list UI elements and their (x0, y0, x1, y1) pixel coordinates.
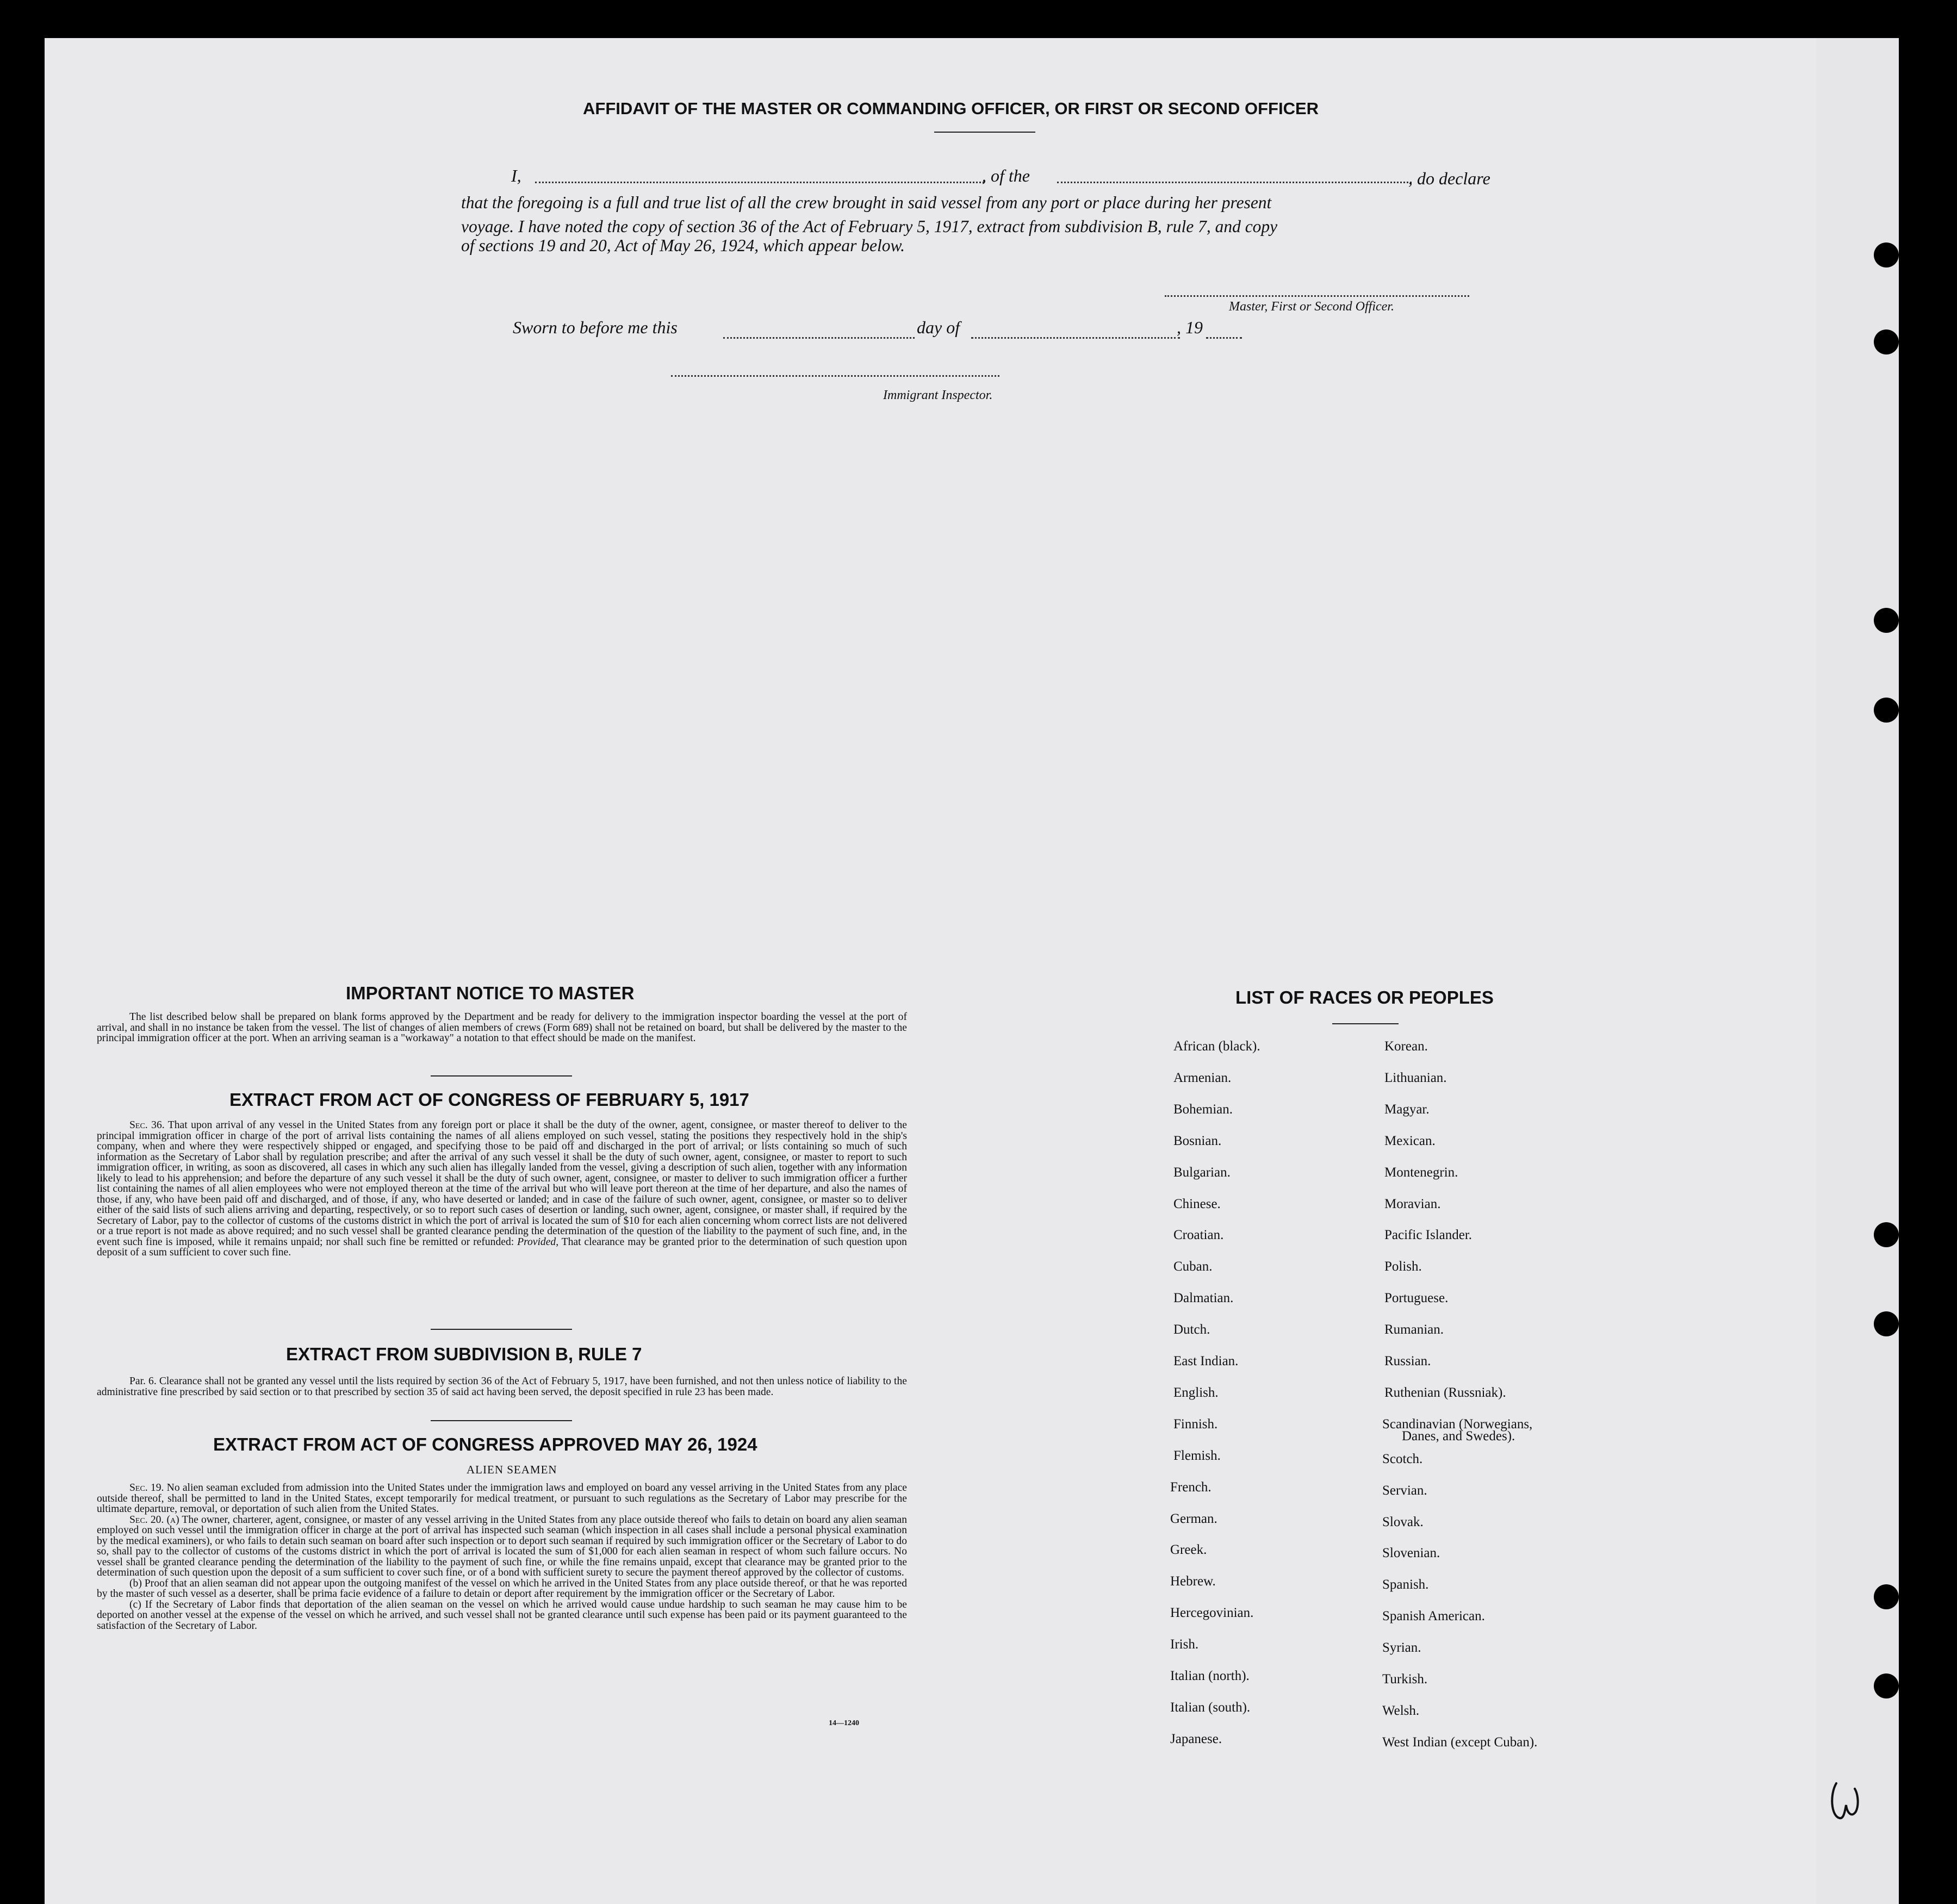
race-right-item: Scandinavian (Norwegians, (1382, 1416, 1533, 1432)
race-right-item: Korean. (1384, 1039, 1428, 1054)
rule-7-rule (431, 1420, 572, 1421)
race-left-item: Japanese. (1170, 1731, 1222, 1746)
rule-7-text: Par. 6. Clearance shall not be granted any vessel until the lists required by section 36 of the Act of February 5, 1917, have been furnished, and not then unless notice of liability to the administrative fine prescribed by said section or to that prescribed by section 35 of said act having been served, the deposit specified in rule 23 has been made. (97, 1376, 907, 1398)
race-right-item: Russian. (1384, 1354, 1431, 1368)
race-right-item: Mexican. (1384, 1133, 1436, 1148)
binder-hole-3 (1874, 608, 1899, 633)
extract-1917-text (97, 1120, 907, 1258)
race-scandinavian-cont: Danes, and Swedes). (1402, 1429, 1515, 1443)
race-right-item: Spanish. (1382, 1577, 1429, 1592)
race-right-item: Portuguese. (1384, 1291, 1449, 1306)
races-title-rule (1332, 1023, 1399, 1024)
notice-rule (431, 1075, 572, 1077)
race-right-item: Slovak. (1382, 1514, 1424, 1529)
race-left-item: Italian (north). (1170, 1669, 1250, 1683)
year-label: , 19 (1177, 318, 1203, 337)
race-left-item: Hercegovinian. (1170, 1606, 1254, 1621)
race-right-item: Pacific Islander. (1384, 1228, 1473, 1243)
binder-hole-1 (1874, 242, 1899, 267)
inspector-signature-line[interactable] (671, 375, 999, 377)
sec-20a-body: The owner, charterer, agent, consignee, or master of any vessel arriving in the United States from any place outside thereof who fails to detain on board any alien seaman employed on such vessel until the immigration officer in charge at the port of arrival has inspected such seaman (which inspection in all cases shall include a personal physical examination by the medical examiners), or who fails to detain such seaman on board after such inspection or to deport such seaman if required by such immigration officer or the Secretary of Labor to do so, shall pay to the collector of customs of the customs district in which the port of arrival is located the sum of $1,000 for each alien seaman in respect of whom such failure occurs. No vessel shall be granted clearance pending the determination of the liability to the payment of such fine, or while the fine remains unpaid, except that clearance may be granted prior to the determination of such question upon the deposit of a sum sufficient to cover such fine, or of a bond with sufficient surety to secure the payment thereof approved by the collector of customs. (97, 1514, 907, 1578)
sec-36-end: That clearance may be granted prior to the determination of such question upon deposit of a sum sufficient to cover such fine. (97, 1236, 907, 1258)
sec-36-text: That upon arrival of any vessel in the United States from any foreign port or place it shall be the duty of the owner, agent, consignee, or master thereof to deliver to the principal immigration officer in charge of the port of arrival lists containing the names of all aliens employed on such vessel, stating the positions they respectively hold in the ship's company, when and where they were respectively shipped or engaged, and specifying those to be paid off and discharged in the port of arrival; or lists containing so much of such information as the Secretary of Labor shall by regulation prescribe; and after the arrival of any such vessel it shall be the duty of such owner, agent, consignee, or master to report to such immigration officer, in writing, as soon as discovered, all cases in which any such alien has illegally landed from the vessel, giving a description of such alien, together with any information likely to lead to his apprehension; and before the departure of any such vessel it shall be the duty of such owner, agent, consignee, or master to deliver to such immigration officer a further list containing the names of all alien employees who were not employed thereon at the time of the arrival but who will leave port thereon at the time of her departure, and also the names of those, if any, who have been paid off and discharged, and of those, if any, who have deserted or landed; and in case of the failure of such owner, agent, consignee, or master so to deliver either of the said lists of such aliens arriving and departing, respectively, or so to report such cases of desertion or landing, such owner, agent, consignee, or master shall, if required by the Secretary of Labor, pay to the collector of customs of the customs district in which the port of arrival is located the sum of $10 for each alien concerning whom correct lists are not delivered or a true report is not made as above required; and no such vessel shall be granted clearance pending the determination of the question of the liability to the payment of such fine, and, in the event such fine is imposed, while it remains unpaid; nor shall such fine be remitted or refunded: (97, 1119, 908, 1248)
race-right-item: Slovenian. (1382, 1546, 1440, 1561)
binder-hole-4 (1874, 698, 1899, 723)
race-left-item: Chinese. (1173, 1196, 1221, 1211)
race-right-item: Turkish. (1382, 1672, 1428, 1687)
race-left-item: Hebrew. (1170, 1574, 1216, 1589)
race-left-item: Greek. (1170, 1542, 1207, 1558)
binder-hole-6 (1874, 1311, 1899, 1336)
master-signature-line[interactable] (1165, 295, 1469, 297)
race-left-item: Dutch. (1173, 1322, 1210, 1337)
sheet-margin (1816, 38, 1899, 1904)
sec-20c-text: (c) If the Secretary of Labor finds that deportation of the alien seaman on the vessel on which he arrived would cause undue hardship to such seaman he may cause him to be deported on another vessel at the expense of the vessel on which he arrived, and such vessel shall not be granted clearance until such expense has been paid or its payment guaranteed to the satisfaction of the Secretary of Labor. (97, 1598, 907, 1632)
race-left-item: East Indian. (1173, 1354, 1239, 1368)
race-right-item: Lithuanian. (1384, 1070, 1447, 1085)
race-left-item: Bulgarian. (1173, 1165, 1231, 1180)
race-left-item: Bohemian. (1173, 1102, 1233, 1117)
affidavit-i-label: I, (511, 166, 521, 185)
race-right-item: Syrian. (1382, 1640, 1421, 1656)
race-right-item: Scotch. (1382, 1451, 1423, 1466)
race-left-item: Flemish. (1173, 1448, 1221, 1463)
race-left-item: Irish. (1170, 1637, 1199, 1652)
affidavit-line-3: voyage. I have noted the copy of section 36 of the Act of February 5, 1917, extract from subdivision B, rule 7, and copy (461, 217, 1278, 236)
day-of-label: day of (917, 318, 960, 337)
sworn-day-blank[interactable] (723, 337, 915, 339)
sec-36-label: Sec. 36. (129, 1119, 165, 1131)
binder-hole-7 (1874, 1584, 1899, 1609)
rule-7-body (97, 1376, 907, 1397)
notice-title: IMPORTANT NOTICE TO MASTER (346, 983, 635, 1003)
sec-19-label: Sec. 19. (129, 1482, 164, 1494)
race-left-item: Armenian. (1173, 1070, 1232, 1085)
alien-seamen-subtitle: ALIEN SEAMEN (467, 1463, 557, 1476)
binder-hole-2 (1874, 329, 1899, 354)
extract-1924-body (97, 1483, 907, 1631)
binder-hole-5 (1874, 1222, 1899, 1247)
race-left-item: Cuban. (1173, 1259, 1213, 1274)
notice-text: The list described below shall be prepared on blank forms approved by the Department and be ready for delivery to the immigration inspector boarding the vessel at the port of arrival, and shall in no instance be taken from the vessel. The list of changes of alien members of crews (Form 689) shall not be retained on board, but shall be delivered by the master to the principal immigration officer at the port. When an arriving seaman is a "workaway" a notation to that effect should be made on the manifest. (97, 1011, 907, 1044)
form-number: 14—1240 (829, 1719, 859, 1727)
sworn-month-blank[interactable] (971, 337, 1180, 339)
notice-body (97, 1012, 907, 1044)
sec-19-body: No alien seaman excluded from admission into the United States under the immigration laws and employed on board any vessel arriving in the United States from any place outside thereof, shall be permitted to land in the United States, except temporarily for medical treatment, or pursuant to such regulations as the Secretary of Labor may prescribe for the ultimate departure, removal, or deportation of such alien from the United States. (97, 1482, 908, 1515)
race-left-item: French. (1170, 1479, 1212, 1495)
provided-label: Provided, (517, 1236, 559, 1248)
sec-20b-text: (b) Proof that an alien seaman did not appear upon the outgoing manifest of the vessel on which he arrived in the United States from any place outside thereof, or that he was reported by the master of such vessel as a deserter, shall be prima facie evidence of a failure to detain or deport after requirement by the immigration officer or the Secretary of Labor. (97, 1577, 907, 1600)
affidavit-of-the: , of the (982, 166, 1030, 185)
race-left-item: Croatian. (1173, 1228, 1224, 1243)
affidavit-line-2: that the foregoing is a full and true list of all the crew brought in said vessel from any port or place during her present (461, 193, 1272, 212)
affidavit-title: AFFIDAVIT OF THE MASTER OR COMMANDING OFFICER, OR FIRST OR SECOND OFFICER (583, 99, 1319, 118)
sworn-label: Sworn to before me this (513, 318, 678, 337)
race-left-item: Italian (south). (1170, 1700, 1251, 1715)
extract-1917-rule (431, 1329, 572, 1330)
races-title: LIST OF RACES OR PEOPLES (1235, 987, 1494, 1007)
race-right-item: Moravian. (1384, 1196, 1441, 1211)
extract-1917-title: EXTRACT FROM ACT OF CONGRESS OF FEBRUARY 5, 1917 (229, 1090, 749, 1110)
rule-7-title: EXTRACT FROM SUBDIVISION B, RULE 7 (286, 1344, 642, 1364)
master-signature-label: Master, First or Second Officer. (1229, 300, 1394, 314)
race-right-item: Magyar. (1384, 1102, 1430, 1117)
race-right-item: Rumanian. (1384, 1322, 1444, 1337)
race-right-item: West Indian (except Cuban). (1382, 1734, 1538, 1750)
sec-20a-text (97, 1515, 907, 1578)
affidavit-line-4: of sections 19 and 20, Act of May 26, 1924, which appear below. (461, 236, 905, 255)
race-right-item: Spanish American. (1382, 1609, 1485, 1624)
race-right-item: Welsh. (1382, 1703, 1420, 1718)
affidavit-title-rule (934, 132, 1035, 133)
race-left-item: English. (1173, 1385, 1219, 1400)
race-right-item: Ruthenian (Russniak). (1384, 1385, 1506, 1400)
race-right-item: Montenegrin. (1384, 1165, 1458, 1180)
race-right-item: Servian. (1382, 1483, 1427, 1498)
race-left-item: Finnish. (1173, 1416, 1218, 1432)
vessel-blank[interactable] (1057, 182, 1412, 183)
race-left-item: African (black). (1173, 1039, 1260, 1054)
name-blank[interactable] (535, 182, 984, 183)
race-left-item: Bosnian. (1173, 1133, 1222, 1148)
extract-1917-body (97, 1120, 907, 1258)
binder-hole-8 (1874, 1673, 1899, 1698)
sec-20-label: Sec. 20. (a) (129, 1514, 179, 1526)
sec-19-text (97, 1483, 907, 1515)
extract-1924-title: EXTRACT FROM ACT OF CONGRESS APPROVED MAY 26, 1924 (213, 1434, 757, 1454)
race-left-item: German. (1170, 1511, 1217, 1526)
sworn-year-blank[interactable] (1206, 337, 1242, 339)
affidavit-do-declare: , do declare (1408, 169, 1490, 188)
handwritten-mark (1824, 1778, 1862, 1827)
race-right-item: Polish. (1384, 1259, 1422, 1274)
race-left-item: Dalmatian. (1173, 1291, 1234, 1306)
inspector-label: Immigrant Inspector. (883, 388, 993, 402)
